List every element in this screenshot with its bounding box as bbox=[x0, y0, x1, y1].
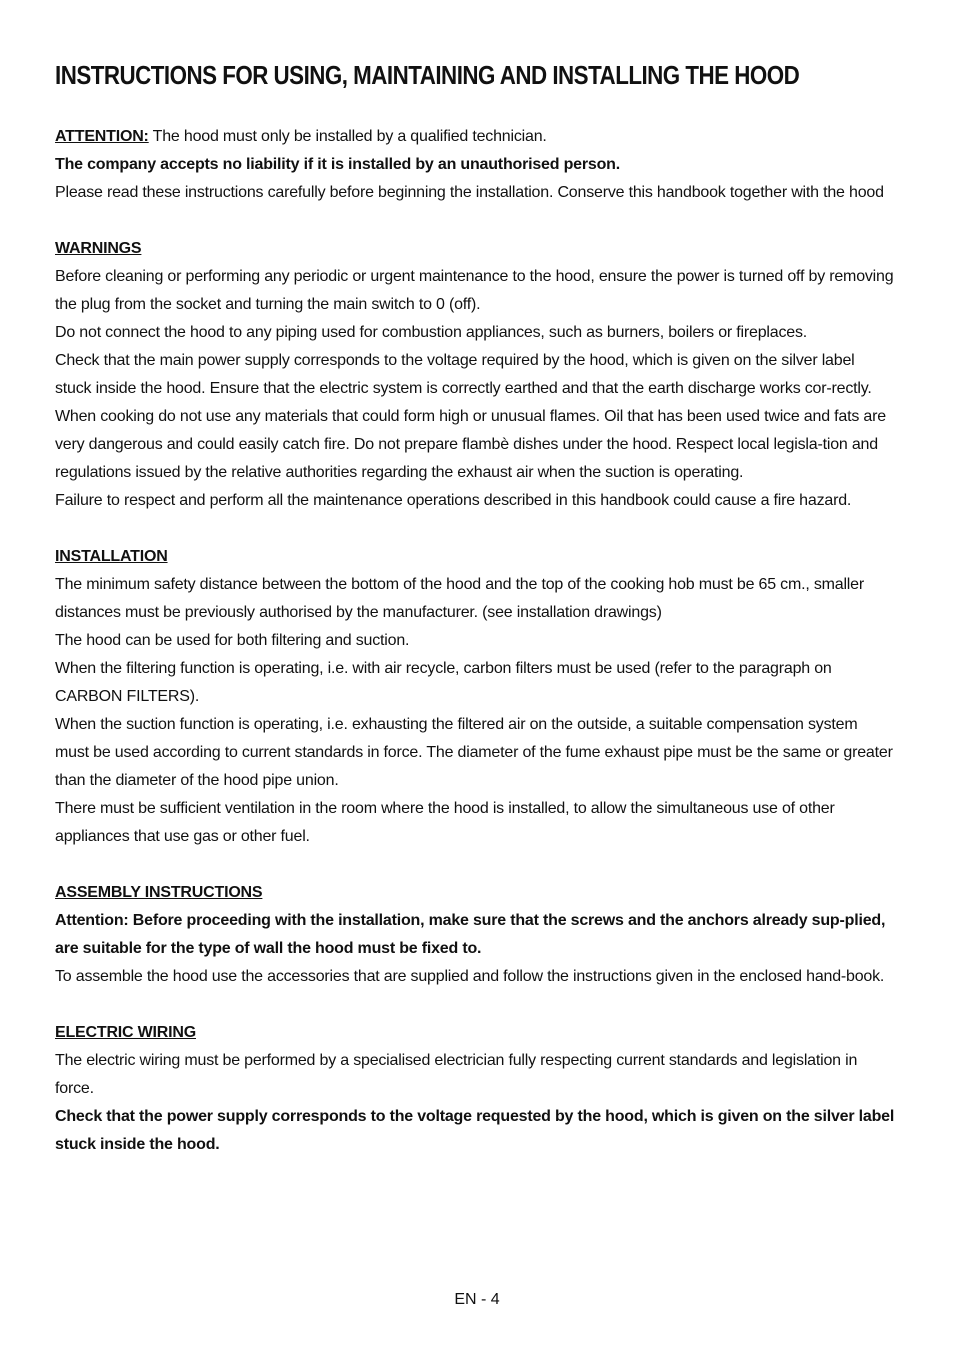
document-page bbox=[55, 55, 895, 1187]
assembly-paragraph: To assemble the hood use the accessories that are supplied and follow the instructions given in the enclosed hand-book. bbox=[55, 968, 885, 985]
liability-notice: The company accepts no liability if it is installed by an unauthorised person. bbox=[55, 156, 620, 173]
installation-heading: INSTALLATION bbox=[55, 548, 168, 565]
warnings-paragraph: Failure to respect and perform all the maintenance operations described in this handbook could cause a fire hazard. bbox=[55, 492, 852, 509]
warnings-paragraph: Do not connect the hood to any piping used for combustion appliances, such as burners, boilers or fireplaces. bbox=[55, 324, 807, 341]
assembly-section bbox=[55, 879, 895, 991]
page-title: INSTRUCTIONS FOR USING, MAINTAINING AND INSTALLING THE HOOD bbox=[55, 60, 800, 90]
wiring-heading: ELECTRIC WIRING bbox=[55, 1024, 196, 1041]
installation-paragraph: When the filtering function is operating, i.e. with air recycle, carbon filters must be used (refer to the paragraph on CARBON FILTERS). bbox=[55, 660, 832, 705]
installation-paragraph: The minimum safety distance between the bottom of the hood and the top of the cooking hob must be 65 cm., smaller distances must be previously authorised by the manufacturer. (see installation drawings) bbox=[55, 576, 864, 621]
attention-text: The hood must only be installed by a qualified technician. bbox=[148, 128, 547, 145]
warnings-paragraph: Before cleaning or performing any periodic or urgent maintenance to the hood, ensure the power is turned off by removing the plug from the socket and turning the main switch to 0 (off). bbox=[55, 268, 894, 313]
attention-line bbox=[55, 123, 895, 151]
attention-label: ATTENTION: bbox=[55, 128, 149, 145]
warnings-section bbox=[55, 235, 895, 515]
installation-paragraph: There must be sufficient ventilation in the room where the hood is installed, to allow the simultaneous use of other appliances that use gas or other fuel. bbox=[55, 800, 835, 845]
installation-paragraph: When the suction function is operating, i.e. exhausting the filtered air on the outside, a suitable compensation system must be used according to current standards in force. The diameter of the fume exhaust pipe must be the same or greater than the diameter of the hood pipe union. bbox=[55, 716, 893, 789]
assembly-heading: ASSEMBLY INSTRUCTIONS bbox=[55, 884, 263, 901]
page-number: EN - 4 bbox=[454, 1291, 500, 1308]
wiring-warning: Check that the power supply corresponds to the voltage requested by the hood, which is given on the silver label stuck inside the hood. bbox=[55, 1108, 895, 1153]
installation-section bbox=[55, 543, 895, 851]
read-instructions-text: Please read these instructions carefully before beginning the installation. Conserve this handbook together with the hood bbox=[55, 184, 884, 201]
wiring-paragraph: The electric wiring must be performed by a specialised electrician fully respecting current standards and legislation in force. bbox=[55, 1052, 858, 1097]
wiring-section bbox=[55, 1019, 895, 1159]
assembly-attention: Attention: Before proceeding with the installation, make sure that the screws and the anchors already sup-plied, are suitable for the type of wall the hood must be fixed to. bbox=[55, 912, 886, 957]
warnings-paragraph: When cooking do not use any materials that could form high or unusual flames. Oil that has been used twice and fats are very dangerous and could easily catch fire. Do not prepare flambè dishes under the hood. Respect local legisla-tion and regulations issued by the relative authorities regarding the exhaust air when the suction is operating. bbox=[55, 408, 886, 481]
intro-section bbox=[55, 123, 895, 207]
warnings-paragraph: Check that the main power supply corresponds to the voltage required by the hood, which is given on the silver label stuck inside the hood. Ensure that the electric system is correctly earthed and that the earth discharge works cor-rectly. bbox=[55, 352, 872, 397]
installation-paragraph: The hood can be used for both filtering and suction. bbox=[55, 632, 410, 649]
warnings-heading: WARNINGS bbox=[55, 240, 142, 257]
